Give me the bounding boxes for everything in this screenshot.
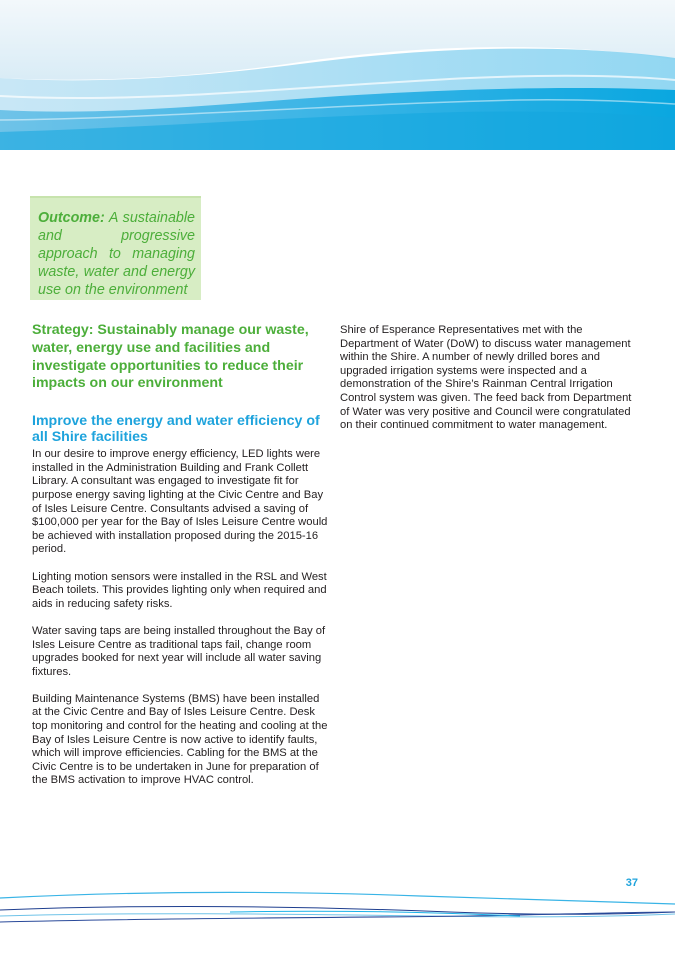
outcome-label: Outcome: [38, 210, 105, 226]
left-column [32, 322, 330, 788]
outcome-text [38, 210, 195, 300]
header-wave-graphic [0, 0, 675, 160]
paragraph-water-taps: Water saving taps are being installed throughout the Bay of Isles Leisure Centre as traditional taps fail, change room upgrades booked for next year will include all water saving fixtures. [32, 624, 326, 678]
section-heading: Improve the energy and water efficiency of all Shire facilities [32, 413, 320, 446]
strategy-heading: Strategy: Sustainably manage our waste, water, energy use and facilities and investigate opportunities to reduce their impacts on our environment [32, 322, 309, 392]
paragraph-motion-sensors: Lighting motion sensors were installed in the RSL and West Beach toilets. This provides lighting only when required and aids in reducing safety risks. [32, 570, 327, 610]
paragraph-led-lighting: In our desire to improve energy efficiency, LED lights were installed in the Administration Building and Frank Collett Library. A consultant was engaged to investigate fit for purpose energy saving lighting at the Civic Centre and Bay of Isles Leisure Centre. Consultants advised a saving of $100,000 per year for the Bay of Isles Leisure Centre would be achieved with installation proposed during the 2015-16 period. [32, 448, 328, 556]
page-number: 37 [625, 877, 638, 889]
outcome-body: A sustainable and progressive approach to managing waste, water and energy use on the environment [38, 210, 195, 298]
paragraph-dow-meeting: Shire of Esperance Representatives met with the Department of Water (DoW) to discuss water management within the Shire. A number of newly drilled bores and upgraded irrigation systems were inspected and a demonstration of the Shire’s Rainman Central Irrigation Control system was given. The feed back from Department of Water was very positive and Council were congratulated on their continued commitment to water management. [340, 324, 632, 432]
paragraph-bms: Building Maintenance Systems (BMS) have been installed at the Civic Centre and Bay of Isles Leisure Centre. Desk top monitoring and control for the heating and cooling at the Bay of Isles Leisure Centre is now active to identify faults, which will improve efficiencies. Cabling for the BMS at the Civic Centre is to be undertaken in June for preparation of the BMS activation to improve HVAC control. [32, 692, 328, 787]
outcome-box [30, 196, 201, 300]
footer-wave-lines [0, 878, 675, 938]
right-column [340, 324, 638, 433]
